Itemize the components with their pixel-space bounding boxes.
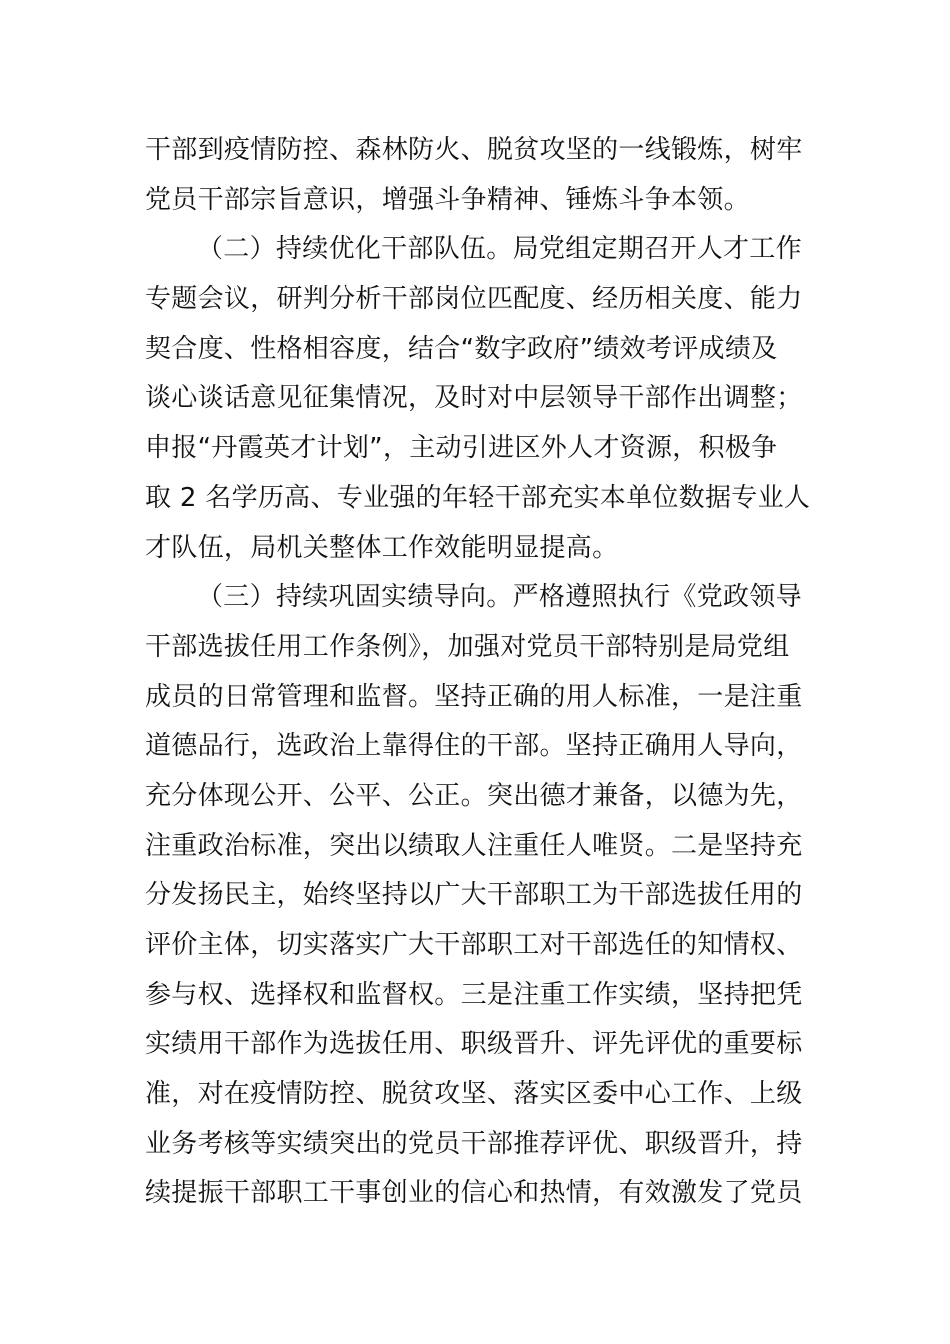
text-line: 取 2 名学历高、专业强的年轻干部充实本单位数据专业人 <box>145 482 811 513</box>
text-line: 业务考核等实绩突出的党员干部推荐评优、职级晋升，持 <box>145 1128 803 1159</box>
text-line: 准，对在疫情防控、脱贫攻坚、落实区委中心工作、上级 <box>145 1079 803 1110</box>
text-line: 才队伍，局机关整体工作效能明显提高。 <box>145 532 619 563</box>
text-line: 成员的日常管理和监督。坚持正确的用人标准，一是注重 <box>145 681 803 712</box>
text-line: 申报“丹霞英才计划”，主动引进区外人才资源，积极争 <box>145 433 778 464</box>
text-line: 评价主体，切实落实广大干部职工对干部选任的知情权、 <box>145 930 803 960</box>
text-line: 分发扬民主，始终坚持以广大干部职工为干部选拔任用的 <box>145 880 803 911</box>
text-line: 参与权、选择权和监督权。三是注重工作实绩，坚持把凭 <box>145 979 803 1010</box>
text-line: 专题会议，研判分析干部岗位匹配度、经历相关度、能力 <box>145 284 803 315</box>
text-line: 党员干部宗旨意识，增强斗争精神、锤炼斗争本领。 <box>145 184 750 215</box>
text-line: 续提振干部职工干事创业的信心和热情，有效激发了党员 <box>145 1178 803 1209</box>
text-line: 契合度、性格相容度，结合“数字政府”绩效考评成绩及 <box>145 333 778 364</box>
text-line: 干部到疫情防控、森林防火、脱贫攻坚的一线锻炼，树牢 <box>145 135 803 165</box>
text-line: 道德品行，选政治上靠得住的干部。坚持正确用人导向， <box>145 731 803 762</box>
body-text <box>145 126 815 1219</box>
text-line: 充分体现公开、公平、公正。突出德才兼备，以德为先， <box>145 780 803 811</box>
text-line: 谈心谈话意见征集情况，及时对中层领导干部作出调整； <box>145 383 803 414</box>
text-line: 干部选拔任用工作条例》，加强对党员干部特别是局党组 <box>145 631 790 662</box>
text-line: 实绩用干部作为选拔任用、职级晋升、评先评优的重要标 <box>145 1029 803 1060</box>
section-heading-line: （三）持续巩固实绩导向。严格遵照执行《党政领导 <box>197 582 802 613</box>
text-line: 注重政治标准，突出以绩取人注重任人唯贤。二是坚持充 <box>145 830 803 861</box>
section-heading-line: （二）持续优化干部队伍。局党组定期召开人才工作 <box>197 234 802 265</box>
